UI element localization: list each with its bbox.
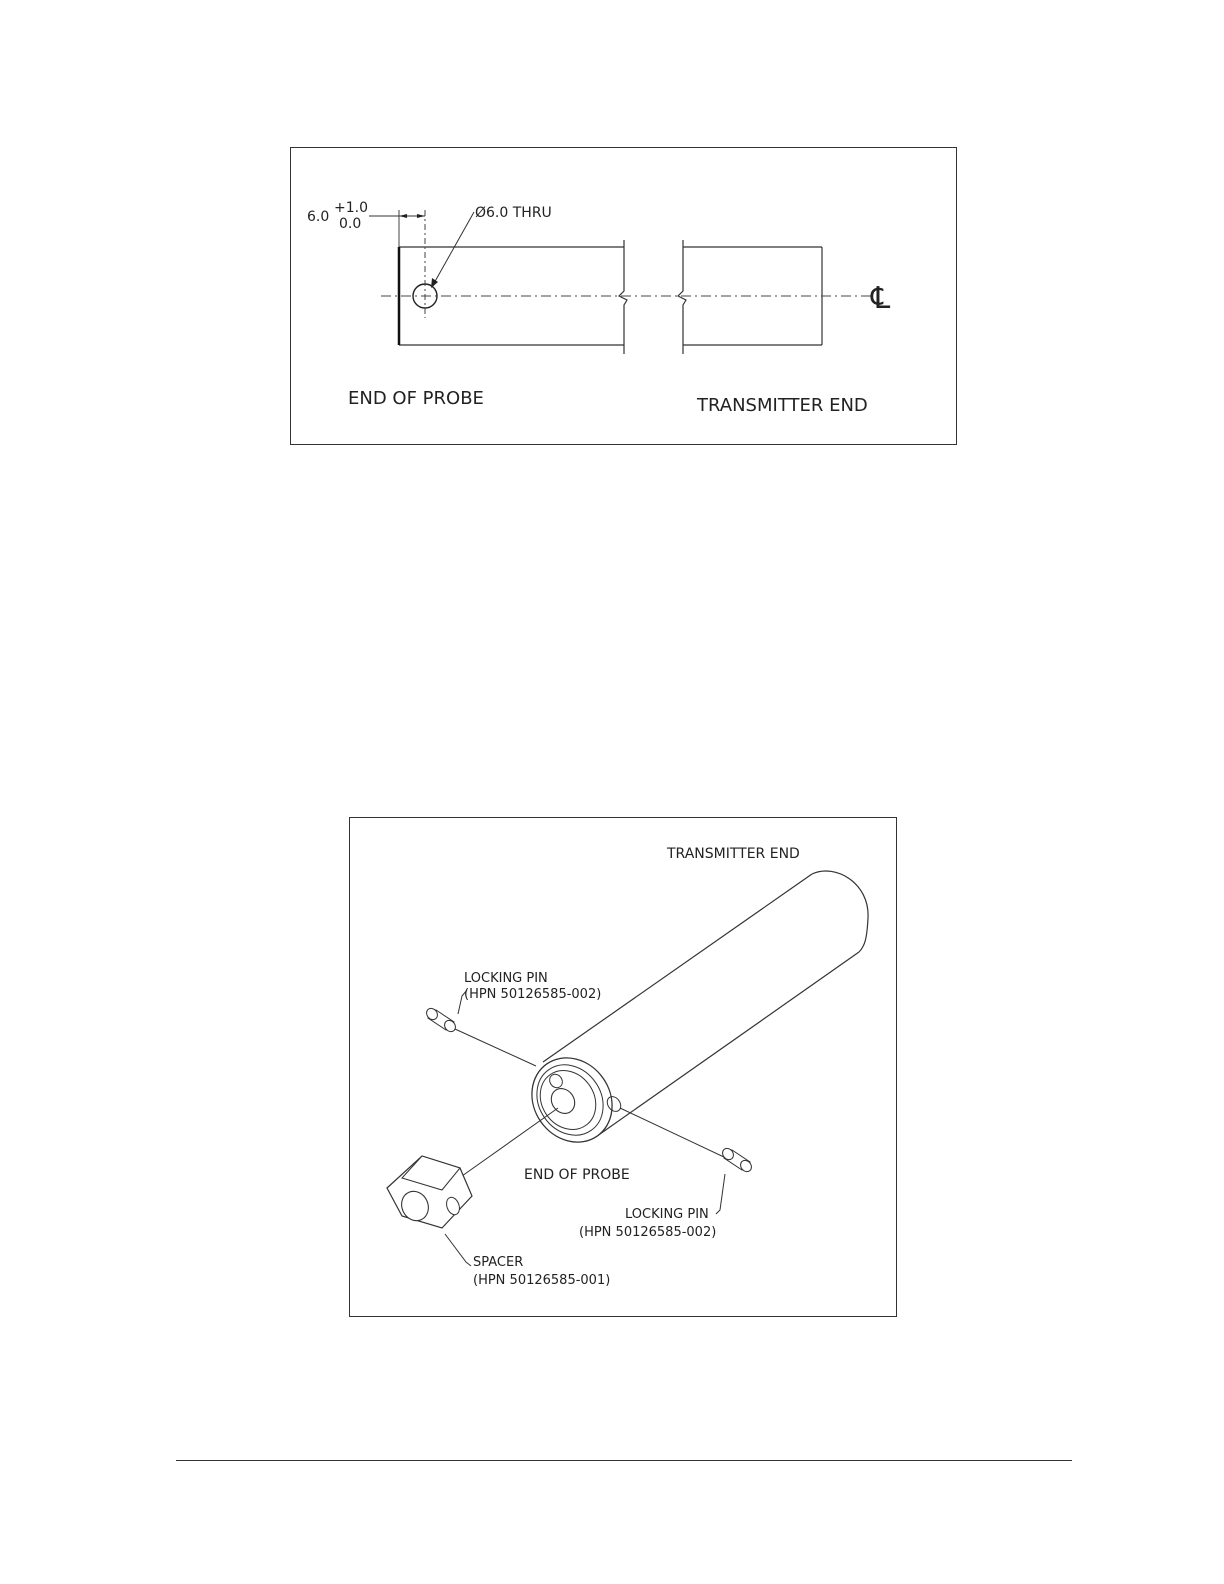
footer-rule: [176, 1460, 1072, 1461]
dim-tolerance-upper: +1.0: [334, 200, 368, 216]
probe-end-face-outer: [516, 1042, 629, 1158]
cylinder-transmitter-end: [812, 871, 868, 952]
spacer-axis-line: [462, 1108, 558, 1176]
dim-arrow-right: [417, 214, 425, 218]
label-locking-pin-right-name: LOCKING PIN: [625, 1207, 709, 1222]
centerline-symbol: ℄: [871, 281, 891, 316]
dim-value: 6.0: [307, 209, 330, 225]
hole-callout: Ø6.0 THRU: [475, 205, 552, 221]
label-end-of-probe: END OF PROBE: [348, 388, 484, 409]
dim-tolerance-lower: 0.0: [339, 216, 362, 232]
label-transmitter-end: TRANSMITTER END: [697, 395, 868, 416]
pin-right-axis-line: [620, 1108, 726, 1158]
hole-leader: [433, 212, 474, 285]
break-line-right: [678, 240, 686, 354]
cylinder-bottom-edge: [600, 952, 859, 1134]
label-locking-pin-top-name: LOCKING PIN: [464, 971, 548, 986]
leader-locking-pin-right: [716, 1174, 725, 1214]
dim-arrow-left: [399, 214, 407, 218]
label-spacer-name: SPACER: [473, 1255, 524, 1270]
probe-orthographic-drawing: [290, 147, 957, 445]
label-locking-pin-top-part: (HPN 50126585-002): [464, 987, 602, 1002]
probe-isometric-svg: [350, 818, 898, 1318]
label-spacer-part: (HPN 50126585-001): [473, 1273, 611, 1288]
leader-spacer: [445, 1234, 471, 1266]
label-locking-pin-right-part: (HPN 50126585-002): [579, 1225, 717, 1240]
break-line-left: [619, 240, 627, 354]
probe-orthographic-svg: [291, 148, 958, 446]
cylinder-top-edge: [543, 874, 812, 1062]
label-end-of-probe-iso: END OF PROBE: [524, 1167, 630, 1183]
hole-leader-arrow: [431, 278, 438, 288]
pin-top-axis-line: [455, 1029, 536, 1066]
label-transmitter-end-iso: TRANSMITTER END: [667, 846, 800, 862]
probe-exploded-isometric-drawing: [349, 817, 897, 1317]
